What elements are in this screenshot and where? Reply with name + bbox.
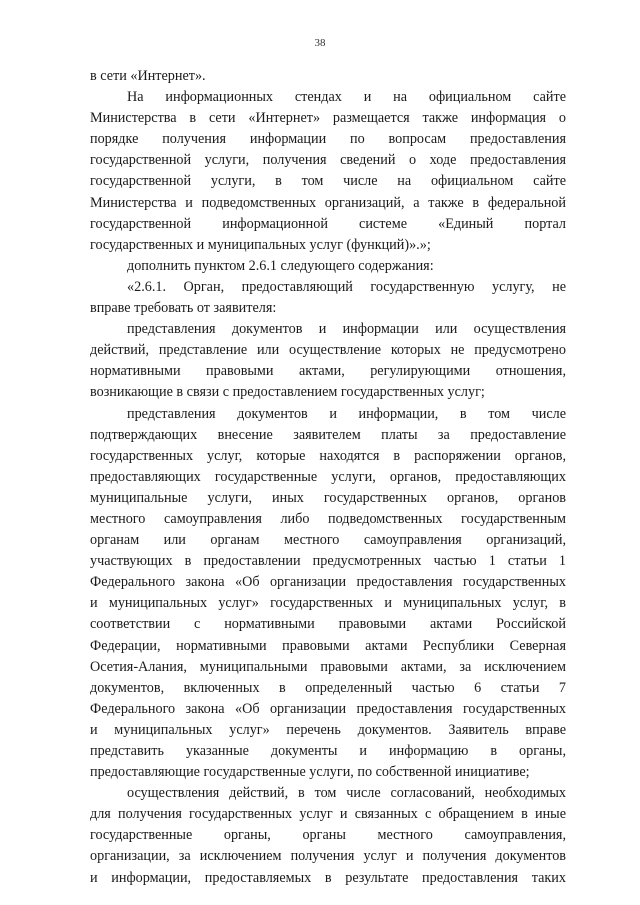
text-line: органам или органам местного самоуправления организаций, bbox=[90, 532, 566, 549]
text-line: Федерального закона «Об организации предоставления государственных bbox=[90, 700, 566, 717]
text-line: дополнить пунктом 2.6.1 следующего содержания: bbox=[127, 257, 434, 274]
text-line: представить указанные документы и информацию в органы, bbox=[90, 743, 566, 759]
text-line: соответствии с нормативными правовыми актами Российской bbox=[90, 616, 566, 633]
text-line: государственных услуг, которые находятся в распоряжении органов, bbox=[90, 447, 566, 464]
text-line: предоставляющие государственные услуги, по собственной инициативе; bbox=[90, 764, 530, 781]
text-line: Федерации, нормативными правовыми актами Республики Северная bbox=[90, 637, 566, 654]
text-line: в сети «Интернет». bbox=[90, 68, 206, 84]
text-line: и информации, предоставляемых в результате предоставления таких bbox=[90, 869, 566, 886]
text-line: представления документов и информации, в том числе bbox=[127, 405, 566, 422]
text-line: и муниципальных услуг» перечень документов. Заявитель вправе bbox=[90, 721, 566, 738]
text-line: документов, включенных в определенный частью 6 статьи 7 bbox=[90, 679, 566, 696]
text-line: организации, за исключением получения услуг и получения документов bbox=[90, 848, 566, 865]
text-line: государственных и муниципальных услуг (функций)».»; bbox=[90, 236, 431, 253]
text-line: На информационных стендах и на официальном сайте bbox=[127, 89, 566, 106]
text-line: представления документов и информации или осуществления bbox=[127, 321, 566, 338]
text-line: Федерального закона «Об организации предоставления государственных bbox=[90, 574, 566, 591]
text-line: порядке получения информации по вопросам предоставления bbox=[90, 131, 566, 148]
text-line: государственной услуги, получения сведений о ходе предоставления bbox=[90, 152, 566, 169]
document-body bbox=[90, 66, 566, 889]
text-line: возникающие в связи с предоставлением государственных услуг; bbox=[90, 384, 485, 401]
text-line: участвующих в предоставлении предусмотренных частью 1 статьи 1 bbox=[90, 553, 566, 570]
text-line: муниципальные услуги, иных государственных органов, органов bbox=[90, 489, 566, 506]
text-line: Министерства и подведомственных организаций, а также в федеральной bbox=[90, 194, 566, 211]
page-number: 38 bbox=[314, 37, 326, 49]
text-line: государственной информационной системе «Единый портал bbox=[90, 215, 566, 232]
text-line: осуществления действий, в том числе согласований, необходимых bbox=[127, 785, 566, 802]
text-line: подтверждающих внесение заявителем платы за предоставление bbox=[90, 426, 566, 443]
text-line: местного самоуправления либо подведомственных государственным bbox=[90, 510, 566, 527]
text-line: вправе требовать от заявителя: bbox=[90, 300, 277, 317]
text-line: нормативными правовыми актами, регулирующими отношения, bbox=[90, 363, 566, 380]
text-line: действий, представление или осуществление которых не предусмотрено bbox=[90, 342, 566, 359]
text-line: и муниципальных услуг» государственных и муниципальных услуг, в bbox=[90, 595, 566, 612]
text-line: государственные органы, органы местного самоуправления, bbox=[90, 827, 566, 844]
text-line: «2.6.1. Орган, предоставляющий государственную услугу, не bbox=[127, 278, 566, 295]
text-line: Министерства в сети «Интернет» размещается также информация о bbox=[90, 110, 566, 127]
text-line: государственной услуги, в том числе на официальном сайте bbox=[90, 173, 566, 190]
text-line: Осетия-Алания, муниципальными правовыми актами, за исключением bbox=[90, 658, 566, 675]
text-line: предоставляющих государственные услуги, органов, предоставляющих bbox=[90, 468, 566, 485]
text-line: для получения государственных услуг и связанных с обращением в иные bbox=[90, 806, 566, 823]
